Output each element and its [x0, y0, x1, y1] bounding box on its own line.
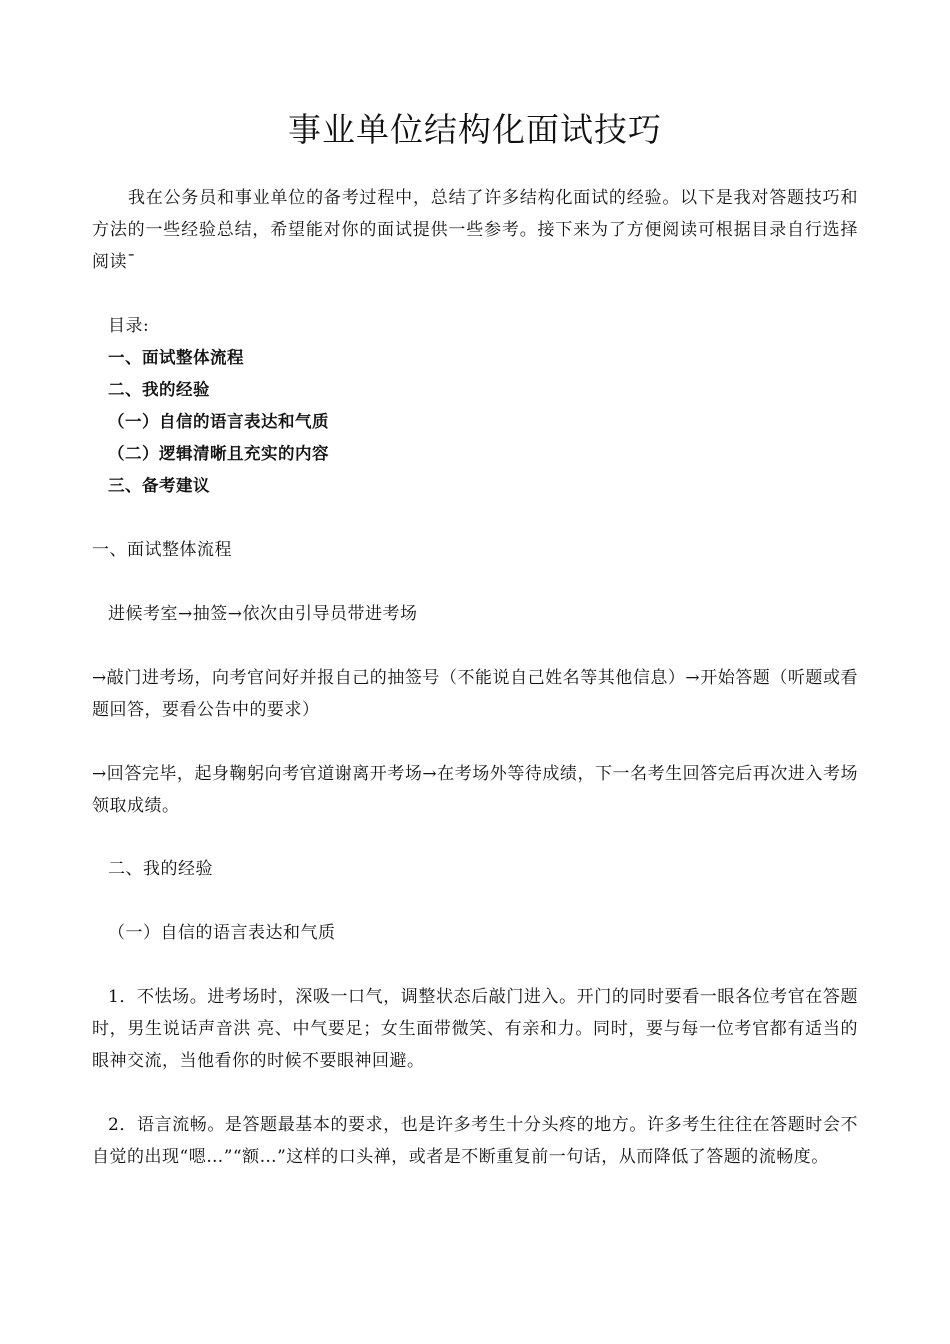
section1-step1: 进候考室→抽签→依次由引导员带进考场 — [108, 604, 418, 624]
toc-item-5[interactable]: 三、备考建议 — [108, 476, 210, 495]
toc-item-1[interactable]: 一、面试整体流程 — [108, 348, 244, 367]
section2-point2: 2．语言流畅。是答题最基本的要求，也是许多考生十分头疼的地方。许多考生往往在答题时会不自觉的出现“嗯…”“额…”这样的口头禅，或者是不断重复前一句话，从而降低了答题的流畅度。 — [92, 1115, 858, 1167]
toc-label: 目录: — [108, 316, 150, 336]
section2-point1: 1．不怯场。进考场时，深吸一口气，调整状态后敲门进入。开门的同时要看一眼各位考官在答题时，男生说话声音洪 亮、中气要足；女生面带微笑、有亲和力。同时，要与每一位考官都有适当的眼神交流，当他看你的时候不要眼神回避。 — [92, 987, 858, 1071]
toc-item-4[interactable]: （二）逻辑清晰且充实的内容 — [108, 444, 329, 463]
section1-step2: →敲门进考场，向考官问好并报自己的抽签号（不能说自己姓名等其他信息）→开始答题（听题或看题回答，要看公告中的要求） — [92, 668, 858, 720]
section2-heading: 二、我的经验 — [108, 859, 213, 879]
section1-heading: 一、面试整体流程 — [92, 540, 232, 560]
intro-paragraph: 我在公务员和事业单位的备考过程中，总结了许多结构化面试的经验。以下是我对答题技巧和方法的一些经验总结，希望能对你的面试提供一些参考。接下来为了方便阅读可根据目录自行选择阅读¯ — [92, 188, 858, 272]
section1-step3: →回答完毕，起身鞠躬向考官道谢离开考场→在考场外等待成绩，下一名考生回答完后再次进入考场领取成绩。 — [92, 764, 858, 816]
section2-sub1-heading: （一）自信的语言表达和气质 — [108, 923, 336, 943]
page-title: 事业单位结构化面试技巧 — [288, 110, 662, 149]
toc-item-2[interactable]: 二、我的经验 — [108, 380, 210, 399]
intro-text: 我在公务员和事业单位的备考过程中，总结了许多结构化面试的经验。以下是我对答题技巧和方法的一些经验总结，希望能对你的面试提供一些参考。接下来为了方便阅读可根据目录自行选择阅读 — [92, 188, 858, 272]
toc-item-3[interactable]: （一）自信的语言表达和气质 — [108, 412, 329, 431]
